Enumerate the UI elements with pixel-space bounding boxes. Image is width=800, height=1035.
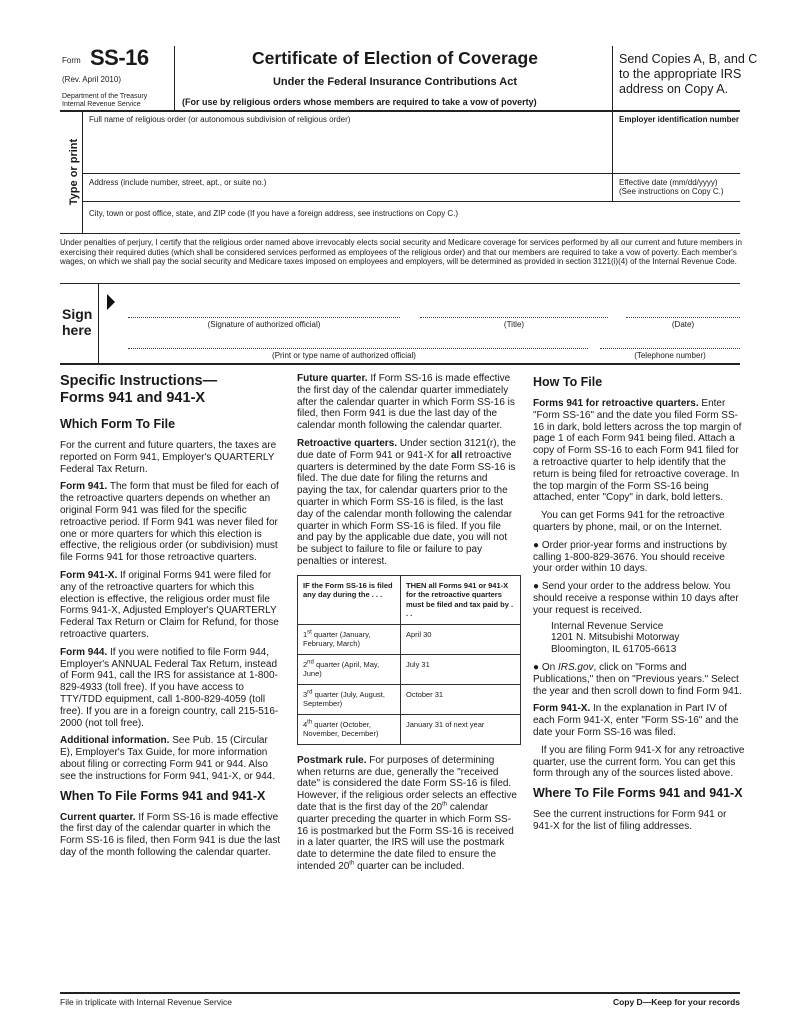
form-941-text: The form that must be filed for each of the retroactive quarters depends on whether an original Form 941 was filed for the specific retroactive period. If Form 941 was never filed for one or more quarters for which this election is effective, the religious order (or subdivision) must file Forms 941 for those retroactive quarters. xyxy=(60,481,279,564)
name-row-rule xyxy=(82,173,740,174)
address-field[interactable]: Address (include number, street, apt., or suite no.) xyxy=(89,178,267,187)
table-row xyxy=(298,654,521,684)
postmark-sup-2: th xyxy=(349,860,355,867)
print-name-label: (Print or type name of authorized official) xyxy=(272,351,416,360)
full-name-field[interactable]: Full name of religious order (or autonomous subdivision of religious order) xyxy=(89,115,351,124)
bullet-irs-gov: ● On IRS.gov, click on "Forms and Publications," then on "Previous years." Select the year and then scroll down to find Form 941. xyxy=(533,661,743,697)
here-label: here xyxy=(62,322,92,338)
retroactive-text-2: retroactive quarters is determined by the date Form SS-16 is filed. The due date for filing the returns and paying the tax, for calendar quarters prior to the quarter in which Form SS-16 is filed, is the last day of the calendar month following the calendar quarter in which Form SS-16 is filed. If you file and pay by the applicable due date, you will not be subject to failure to file or failure to pay penalties or interest. xyxy=(297,449,516,567)
perjury-bottom-rule xyxy=(60,283,740,284)
quarter-cell: 2nd quarter (April, May, June) xyxy=(298,654,401,684)
footer-right: Copy D—Keep for your records xyxy=(612,997,740,1007)
retroactive-text-1: Under section 3121(r), the due date of Form 941 or 941-X for xyxy=(297,437,516,461)
table-header-row xyxy=(298,575,521,624)
form-subtitle: Under the Federal Insurance Contributions Act xyxy=(272,76,518,88)
future-quarter-text: If Form SS-16 is made effective the first day of the calendar quarter immediately after the calendar quarter in which Form SS-16 is filed, then Form 941 is due the last day of the calendar month following the calendar quarter. xyxy=(297,373,515,432)
date-line[interactable] xyxy=(626,317,740,318)
sign-divider xyxy=(98,284,99,364)
form-941-lead: Form 941. xyxy=(60,481,108,493)
form-941x-lead: Form 941-X. xyxy=(60,569,118,581)
postmark-rule-paragraph xyxy=(297,755,519,873)
use-note: (For use by religious orders whose members are required to take a vow of poverty) xyxy=(182,97,537,107)
instructions-column-3 xyxy=(533,373,745,839)
retroactive-forms-paragraph xyxy=(533,398,745,504)
form-944-lead: Form 944. xyxy=(60,646,108,658)
address-row-rule xyxy=(82,201,740,202)
form-941x-how-lead: Form 941-X. xyxy=(533,703,591,715)
signature-label: (Signature of authorized official) xyxy=(207,320,321,329)
address-line1: Internal Revenue Service xyxy=(551,620,664,632)
footer-left: File in triplicate with Internal Revenue Service xyxy=(60,997,232,1007)
table-row xyxy=(298,624,521,654)
quarter-cell: 4th quarter (October, November, December) xyxy=(298,714,401,744)
how-to-file-heading: How To File xyxy=(533,375,603,389)
ein-field[interactable]: Employer identification number xyxy=(619,115,740,124)
department-line1: Department of the Treasury xyxy=(62,93,148,100)
current-quarter-text: If Form SS-16 is made effective the first day of the calendar quarter in which the Form SS-16 is filed, then Form 941 is due the last day of the month following the calendar quarter. xyxy=(60,811,281,858)
irs-address xyxy=(533,621,745,656)
form-941x-how-text: In the explanation in Part IV of each Form 941-X, enter "Form SS-16" and the date your Form SS-16 was filed. xyxy=(533,703,739,738)
specific-instructions-heading xyxy=(60,373,282,407)
additional-info-lead: Additional information. xyxy=(60,735,170,747)
sign-arrow-icon xyxy=(107,294,115,310)
fields-bottom-rule xyxy=(60,233,740,234)
fields-left-border xyxy=(82,111,83,233)
table-header-left: IF the Form SS-16 is filed any day during the . . . xyxy=(298,575,401,624)
where-to-file-heading: Where To File Forms 941 and 941-X xyxy=(533,786,743,801)
form-941-paragraph xyxy=(60,481,282,564)
instructions-column-1 xyxy=(60,373,282,865)
retroactive-forms-text: Enter "Form SS-16" and the date you filed Form SS-16 in dark, bold letters across the top margin of page 1 of each Form 941 being filed. Attach a copy of Form SS-16 to each Form 941 filed for a retroactive quarter to help identify that the return is being filed for retroactive coverage. In the top margin of the Form SS-16 being attached, enter "Copy" in dark, bold letters. xyxy=(533,398,742,504)
bullet-icon: ● xyxy=(533,539,542,551)
when-to-file-heading: When To File Forms 941 and 941-X xyxy=(60,788,266,803)
bullet-order-by-phone: ● Order prior-year forms and instructions by calling 1-800-829-3676. You should receive your order within 10 days. xyxy=(533,539,727,575)
due-date-cell: October 31 xyxy=(401,684,521,714)
form-944-paragraph xyxy=(60,647,282,730)
heading-line2: Forms 941 and 941-X xyxy=(60,390,206,406)
header-divider-left xyxy=(174,46,175,110)
form-944-text: If you were notified to file Form 944, Employer's ANNUAL Federal Tax Return, instead of Form 941, call the IRS for assistance at 1-800-829-4933 (toll free). If you have access to TTY/TDD equipment, call 1-800-829-4059 (toll free). If you are in a foreign country, call 215-516-2000 (not toll free). xyxy=(60,646,279,729)
table-header-right: THEN all Forms 941 or 941-X for the retroactive quarters must be filed and tax paid by . . . xyxy=(401,575,521,624)
current-quarter-paragraph xyxy=(60,812,282,859)
address-line2: 1201 N. Mitsubishi Motorway xyxy=(551,632,680,644)
form-941x-text: If original Forms 941 were filed for any of the retroactive quarters for which this election is effective, the religious order must file Forms 941-X, Adjusted Employer's QUARTERLY Federal Tax Return or Claim for Refund, for those retroactive quarters. xyxy=(60,569,279,640)
print-name-line[interactable] xyxy=(128,348,588,349)
future-quarter-lead: Future quarter. xyxy=(297,373,368,384)
perjury-statement: Under penalties of perjury, I certify that the religious order named above irrevocably elects social security and Medicare coverage for services performed by all our current and future members in exercising their required duties (which shall be considered services performed as employees of the religious order) and that our members are required to take a vow of poverty. Each member's wages, on which we shall pay the social security and Medicare taxes imposed on employees and employers, will be determined as provided in section 3121(i)(4) of the Internal Revenue Code. xyxy=(60,238,742,266)
quarter-cell: 3rd quarter (July, August, September) xyxy=(298,684,401,714)
postmark-sup-1: th xyxy=(442,801,448,808)
postmark-text-3: quarter can be included. xyxy=(354,860,465,872)
heading-line1: Specific Instructions— xyxy=(60,373,218,389)
form-941x-paragraph xyxy=(60,570,282,641)
telephone-label: (Telephone number) xyxy=(634,351,706,360)
telephone-line[interactable] xyxy=(600,348,740,349)
retroactive-quarters-paragraph xyxy=(297,438,519,568)
current-form-paragraph: If you are filing Form 941-X for any retroactive quarter, use the current form. You can get this form through any of the sources listed above. xyxy=(533,744,745,780)
bullet-icon: ● xyxy=(533,581,542,593)
header-divider-right xyxy=(612,46,613,110)
postmark-text-1: For purposes of determining when returns are due, generally the "received date" is considered the date Form SS-16 is filed. However, if the religious order selects an effective date that is the first day of the 20 xyxy=(297,754,517,813)
form-941x-how-paragraph xyxy=(533,703,745,738)
additional-info-paragraph xyxy=(60,735,282,782)
date-label: (Date) xyxy=(671,320,695,329)
fields-right-divider xyxy=(612,111,613,201)
intro-paragraph: For the current and future quarters, the taxes are reported on Form 941, Employer's QUARTERLY Federal Tax Return. xyxy=(60,440,277,475)
due-date-cell: January 31 of next year xyxy=(401,714,521,744)
current-quarter-lead: Current quarter. xyxy=(60,811,136,823)
form-title: Certificate of Election of Coverage xyxy=(252,48,538,68)
retroactive-quarters-lead: Retroactive quarters. xyxy=(297,437,398,449)
which-form-heading: Which Form To File xyxy=(60,417,176,431)
irs-gov-link[interactable]: IRS.gov xyxy=(557,661,594,673)
retroactive-forms-lead: Forms 941 for retroactive quarters. xyxy=(533,398,699,409)
effective-date-note: (See instructions on Copy C.) xyxy=(619,187,724,196)
due-date-cell: July 31 xyxy=(401,654,521,684)
get-forms-paragraph: You can get Forms 941 for the retroactive quarters by phone, mail, or on the Internet. xyxy=(533,510,725,533)
form-label: Form xyxy=(62,56,81,65)
retroactive-all: all xyxy=(450,449,463,461)
title-line[interactable] xyxy=(420,317,608,318)
title-label: (Title) xyxy=(503,320,525,329)
quarter-cell: 1st quarter (January, February, March) xyxy=(298,624,401,654)
sign-label: Sign xyxy=(62,306,93,322)
postmark-text-2: calendar quarter preceding the quarter in which Form SS-16 is postmarked but the Form SS-16 is received in a later quarter, the IRS will use the postmark date to determine the date filed to ensure the intended 20 xyxy=(297,801,514,872)
instructions-column-2 xyxy=(297,373,519,879)
postmark-rule-lead: Postmark rule. xyxy=(297,754,367,766)
future-quarter-paragraph xyxy=(297,373,519,432)
signature-line[interactable] xyxy=(128,317,400,318)
sign-bottom-rule xyxy=(60,363,740,365)
table-row xyxy=(298,684,521,714)
form-number: SS-16 xyxy=(90,45,149,70)
bullet-send-order: ● Send your order to the address below. You should receive a response within 10 days after your request is received. xyxy=(533,581,739,616)
city-state-zip-field[interactable]: City, town or post office, state, and ZIP code (If you have a foreign address, see instructions on Copy C.) xyxy=(89,209,459,218)
additional-info-text: See Pub. 15 (Circular E), Employer's Tax Guide, for more information about filing or correcting Form 941 or 944. Also see the instructions for Form 941, 941-X, or 944. xyxy=(60,735,276,782)
department-line2: Internal Revenue Service xyxy=(62,101,141,108)
bullet-icon: ● xyxy=(533,661,542,673)
send-copies-note: Send Copies A, B, and C to the appropriate IRS address on Copy A. xyxy=(619,52,758,96)
type-or-print-label: Type or print xyxy=(68,138,80,206)
due-date-table xyxy=(297,575,521,745)
where-to-file-paragraph: See the current instructions for Form 941 or 941-X for the list of filing addresses. xyxy=(533,809,727,832)
effective-date-field[interactable]: Effective date (mm/dd/yyyy) xyxy=(619,178,718,187)
table-row xyxy=(298,714,521,744)
revision-date: (Rev. April 2010) xyxy=(62,75,121,84)
due-date-cell: April 30 xyxy=(401,624,521,654)
footer-rule xyxy=(60,992,740,994)
header-bottom-rule xyxy=(60,110,740,112)
address-line3: Bloomington, IL 61705-6613 xyxy=(551,644,677,656)
